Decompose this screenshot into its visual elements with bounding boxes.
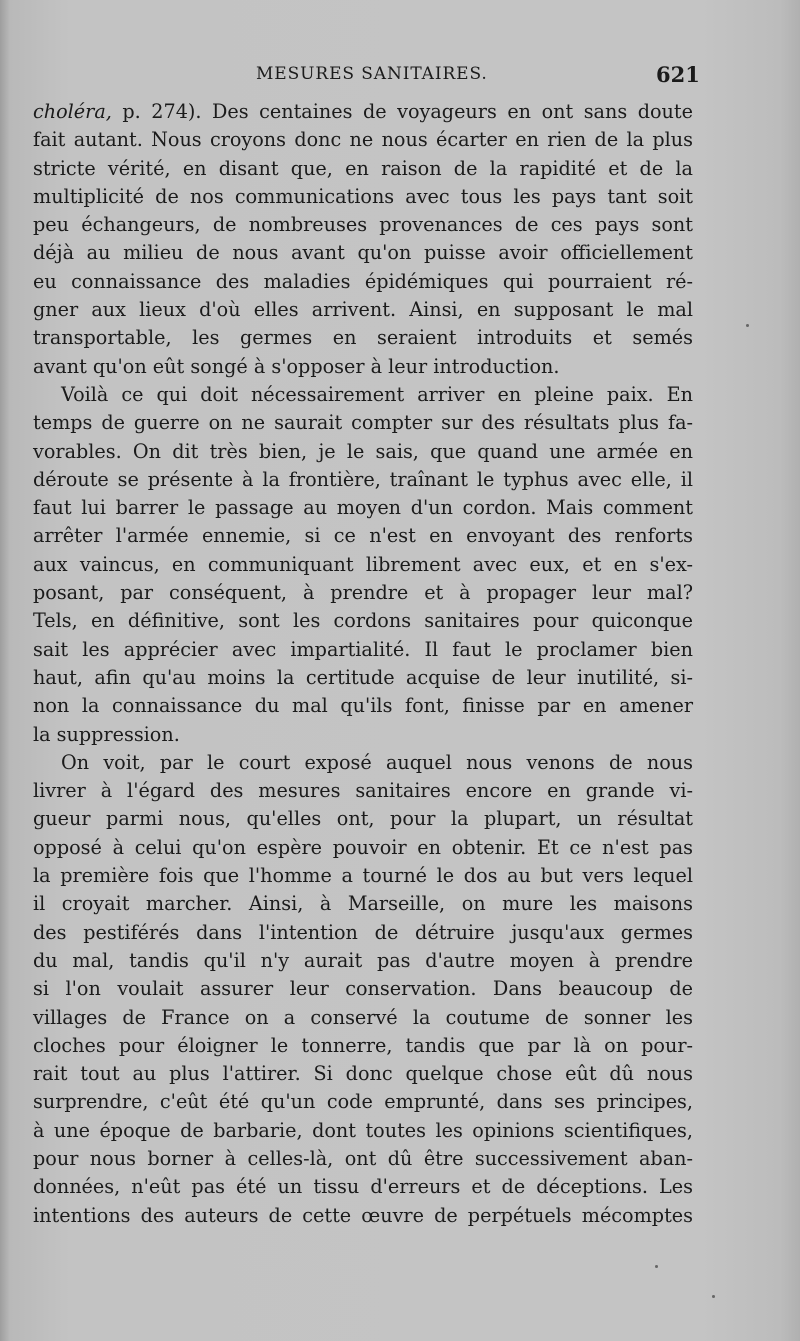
- text-line: vorables. On dit très bien, je le sais, que quand une armée en: [33, 439, 693, 463]
- text-line: eu connaissance des maladies épidémiques qui pourraient ré-: [33, 269, 693, 293]
- text-line: villages de France on a conservé la coutume de sonner les: [33, 1005, 693, 1029]
- paper-speck: [655, 1265, 658, 1268]
- text-line: non la connaissance du mal qu'ils font, finisse par en amener: [33, 694, 693, 718]
- text-line: transportable, les germes en seraient introduits et semés: [33, 326, 693, 350]
- running-title: MESURES SANITAIRES.: [256, 64, 488, 84]
- text-line: temps de guerre on ne saurait compter sur des résultats plus fa-: [33, 411, 693, 435]
- text-line: stricte vérité, en disant que, en raison de la rapidité et de la: [33, 156, 693, 180]
- paper-speck: [712, 1295, 715, 1298]
- page-number: 621: [656, 62, 700, 87]
- text-line: pour nous borner à celles-là, ont dû être successivement aban-: [33, 1146, 693, 1170]
- text-line: rait tout au plus l'attirer. Si donc quelque chose eût dû nous: [33, 1062, 693, 1086]
- text-line: à une époque de barbarie, dont toutes les opinions scientifiques,: [33, 1118, 693, 1142]
- text-line: Tels, en définitive, sont les cordons sanitaires pour quiconque: [33, 609, 693, 633]
- text-line: du mal, tandis qu'il n'y aurait pas d'autre moyen à prendre: [33, 948, 693, 972]
- text-line: avant qu'on eût songé à s'opposer à leur introduction.: [33, 354, 560, 378]
- text-line: déjà au milieu de nous avant qu'on puisse avoir officiellement: [33, 241, 693, 265]
- text-line: si l'on voulait assurer leur conservation. Dans beaucoup de: [33, 977, 693, 1001]
- text-line: des pestiférés dans l'intention de détruire jusqu'aux germes: [33, 920, 693, 944]
- text-line: la suppression.: [33, 722, 180, 746]
- italic-word: choléra,: [33, 100, 112, 123]
- text-line: faut lui barrer le passage au moyen d'un cordon. Mais comment: [33, 496, 693, 520]
- text-line: intentions des auteurs de cette œuvre de perpétuels mécomptes: [33, 1203, 693, 1227]
- text-line: [33, 98, 693, 126]
- text-line: données, n'eût pas été un tissu d'erreurs et de déceptions. Les: [33, 1175, 693, 1199]
- text-line: gueur parmi nous, qu'elles ont, pour la plupart, un résultat: [33, 807, 693, 831]
- text-line: Voilà ce qui doit nécessairement arriver en pleine paix. En: [61, 382, 693, 406]
- text-line-rest: p. 274). Des centaines de voyageurs en ont sans doute: [111, 100, 693, 123]
- text-line: fait autant. Nous croyons donc ne nous écarter en rien de la plus: [33, 128, 693, 152]
- text-line: haut, afin qu'au moins la certitude acquise de leur inutilité, si-: [33, 665, 693, 689]
- paper-speck: [746, 324, 749, 327]
- text-line: sait les apprécier avec impartialité. Il faut le proclamer bien: [33, 637, 693, 661]
- text-line: la première fois que l'homme a tourné le dos au but vers lequel: [33, 864, 693, 888]
- page-header: [0, 62, 800, 90]
- text-line: multiplicité de nos communications avec tous les pays tant soit: [33, 184, 693, 208]
- text-line: déroute se présente à la frontière, traînant le typhus avec elle, il: [33, 467, 693, 491]
- text-line: surprendre, c'eût été qu'un code emprunté, dans ses principes,: [33, 1090, 693, 1114]
- text-line: posant, par conséquent, à prendre et à propager leur mal?: [33, 581, 693, 605]
- text-line: il croyait marcher. Ainsi, à Marseille, on mure les maisons: [33, 892, 693, 916]
- text-line: aux vaincus, en communiquant librement avec eux, et en s'ex-: [33, 552, 693, 576]
- text-line: livrer à l'égard des mesures sanitaires encore en grande vi-: [33, 779, 693, 803]
- text-line: peu échangeurs, de nombreuses provenances de ces pays sont: [33, 213, 693, 237]
- text-line: On voit, par le court exposé auquel nous venons de nous: [61, 750, 693, 774]
- text-line: arrêter l'armée ennemie, si ce n'est en envoyant des renforts: [33, 524, 693, 548]
- body-text: [33, 98, 693, 1230]
- text-line: opposé à celui qu'on espère pouvoir en obtenir. Et ce n'est pas: [33, 835, 693, 859]
- text-line: cloches pour éloigner le tonnerre, tandis que par là on pour-: [33, 1033, 693, 1057]
- text-line: gner aux lieux d'où elles arrivent. Ainsi, en supposant le mal: [33, 298, 693, 322]
